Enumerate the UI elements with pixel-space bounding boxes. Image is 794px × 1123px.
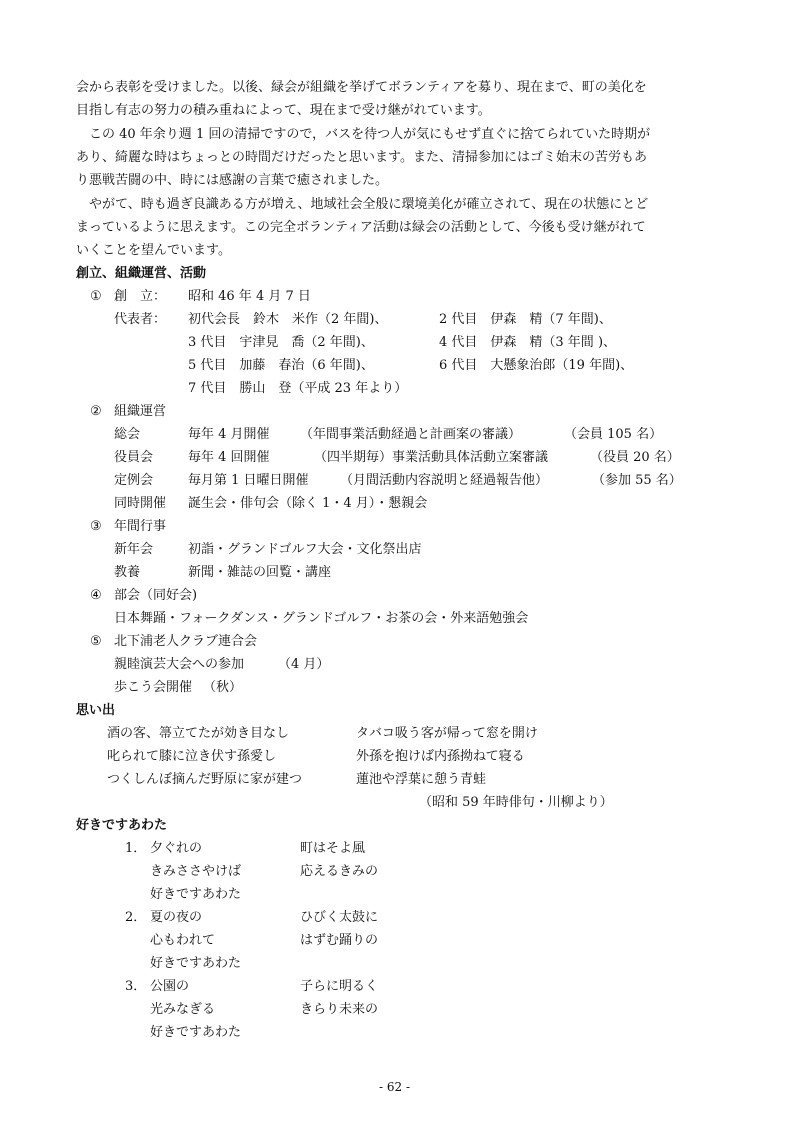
verse-refrain: 好きですあわた [150,956,242,971]
intro-line: り悪戦苦闘の中、時には感謝の言葉で癒されました。 [76,173,389,188]
rep-entry: 初代会長 鈴木 米作（2 年間)、 [188,312,388,327]
verse-line: ひびく太鼓に [300,910,379,925]
verse-line: はずむ踊りの [300,933,379,948]
section-heading: 思い出 [76,703,116,718]
org-content: （四半期毎）事業活動具体活動立案審議 [314,450,549,465]
circled-number: ③ [90,519,102,534]
org-schedule: 毎月第 1 日曜日開催 [188,473,309,488]
org-content: （月間活動内容説明と経過報告他） [340,473,549,488]
intro-line: この 40 年余り週 1 回の清掃ですので，バスを待つ人が気にもせず直ぐに捨てられていた時期が [89,127,651,142]
section-heading: 創立、組織運営、活動 [76,266,207,281]
circled-number: ④ [90,588,102,603]
intro-line: あり、綺麗な時はちょっとの時間だけだったと思います。また、清掃参加にはゴミ始末の苦労もあ [76,150,647,165]
event-detail: 初詣・グランドゴルフ大会・文化祭出店 [188,542,422,557]
verse-line: 公園の [150,979,190,994]
event-detail: 新聞・雑誌の回覧・講座 [188,565,332,580]
org-schedule: 毎年 4 月開催 [188,427,270,442]
verse-line: 夏の夜の [150,910,203,925]
verse-line: 夕ぐれの [150,841,203,856]
rep-entry: 7 代目 勝山 登（平成 23 年より） [188,381,408,396]
verse-line: 子らに明るく [300,979,379,994]
rep-entry: 6 代目 大懸象治郎（19 年間)、 [439,358,634,373]
org-content: （年間事業活動経過と計画案の審議） [300,427,522,442]
clubs-list: 日本舞踊・フォークダンス・グランドゴルフ・お茶の会・外来語勉強会 [114,611,529,626]
intro-line: 会から表彰を受けました。以後、緑会が組織を挙げてボランティアを募り、現在まで、町の美化を [76,80,647,95]
org-members: （参加 55 名） [592,473,682,488]
subsection-title: 組織運営 [114,404,167,419]
rep-label: 代表者： [114,312,167,327]
verse-number: 2． [125,910,147,925]
event-name: 教養 [114,565,141,580]
org-name: 役員会 [114,450,154,465]
verse-line: きみささやけば [150,864,242,879]
subsection-title: 北下浦老人クラブ連合会 [114,634,258,649]
poem: タバコ吸う客が帰って窓を開け [356,726,538,741]
rep-entry: 5 代目 加藤 春治（6 年間)、 [188,358,374,373]
page-number: - 62 - [379,1080,411,1094]
intro-line: 目指し有志の努力の積み重ねによって、現在まで受け継がれています。 [76,103,491,118]
poem: 外孫を抱けば内孫拗ねて寝る [356,749,525,764]
verse-refrain: 好きですあわた [150,887,242,902]
section-heading: 好きですあわた [76,818,168,833]
verse-line: きらり未来の [300,1002,379,1017]
poem: 蓮池や浮葉に憩う青蛙 [356,772,487,787]
intro-line: いくことを望んでいます。 [76,243,231,258]
rep-entry: 4 代目 伊森 精（3 年間 )、 [439,335,617,350]
org-name: 総会 [114,427,141,442]
subsection-title: 部会（同好会) [114,588,198,603]
verse-number: 3． [125,979,147,994]
org-name: 同時開催 [114,496,167,511]
fed-event: 親睦演芸大会への参加 [114,657,245,672]
subsection-title: 年間行事 [114,519,167,534]
circled-number: ② [90,404,102,419]
poem: 酒の客、箒立てたが効き目なし [107,726,290,741]
org-members: （会員 105 名） [564,427,663,442]
fed-when: （秋） [203,680,243,695]
verse-number: 1． [125,841,147,856]
rep-entry: 2 代目 伊森 精（7 年間)、 [439,312,612,327]
founded-value: 昭和 46 年 4 月 7 日 [188,289,311,304]
org-members: （役員 20 名） [590,450,680,465]
circled-number: ⑤ [90,634,102,649]
org-name: 定例会 [114,473,154,488]
verse-line: 町はそよ風 [300,841,366,856]
verse-line: 心もわれて [150,933,216,948]
verse-line: 光みなぎる [150,1002,216,1017]
org-schedule: 毎年 4 回開催 [188,450,270,465]
intro-line: まっているように思えます。この完全ボランティア活動は緑会の活動として、今後も受け継がれて [76,220,646,235]
poem-credit: （昭和 59 年時俳句・川柳より） [419,795,613,810]
rep-entry: 3 代目 宇津見 喬（2 年間)、 [188,335,374,350]
org-schedule: 誕生会・俳句会（除く 1・4 月）・懇親会 [188,496,428,511]
fed-event: 歩こう会開催 [114,680,193,695]
verse-refrain: 好きですあわた [150,1025,242,1040]
verse-line: 応えるきみの [300,864,379,879]
circled-number: ① [90,289,102,304]
founded-label: 創 立： [114,289,167,304]
fed-when: （4 月） [278,657,330,672]
intro-line: やがて、時も過ぎ良識ある方が増え、地域社会全般に環境美化が確立されて、現在の状態にとど [89,197,649,212]
poem: 叱られて膝に泣き伏す孫愛し [107,749,277,764]
poem: つくしんぼ摘んだ野原に家が建つ [107,772,303,787]
event-name: 新年会 [114,542,154,557]
